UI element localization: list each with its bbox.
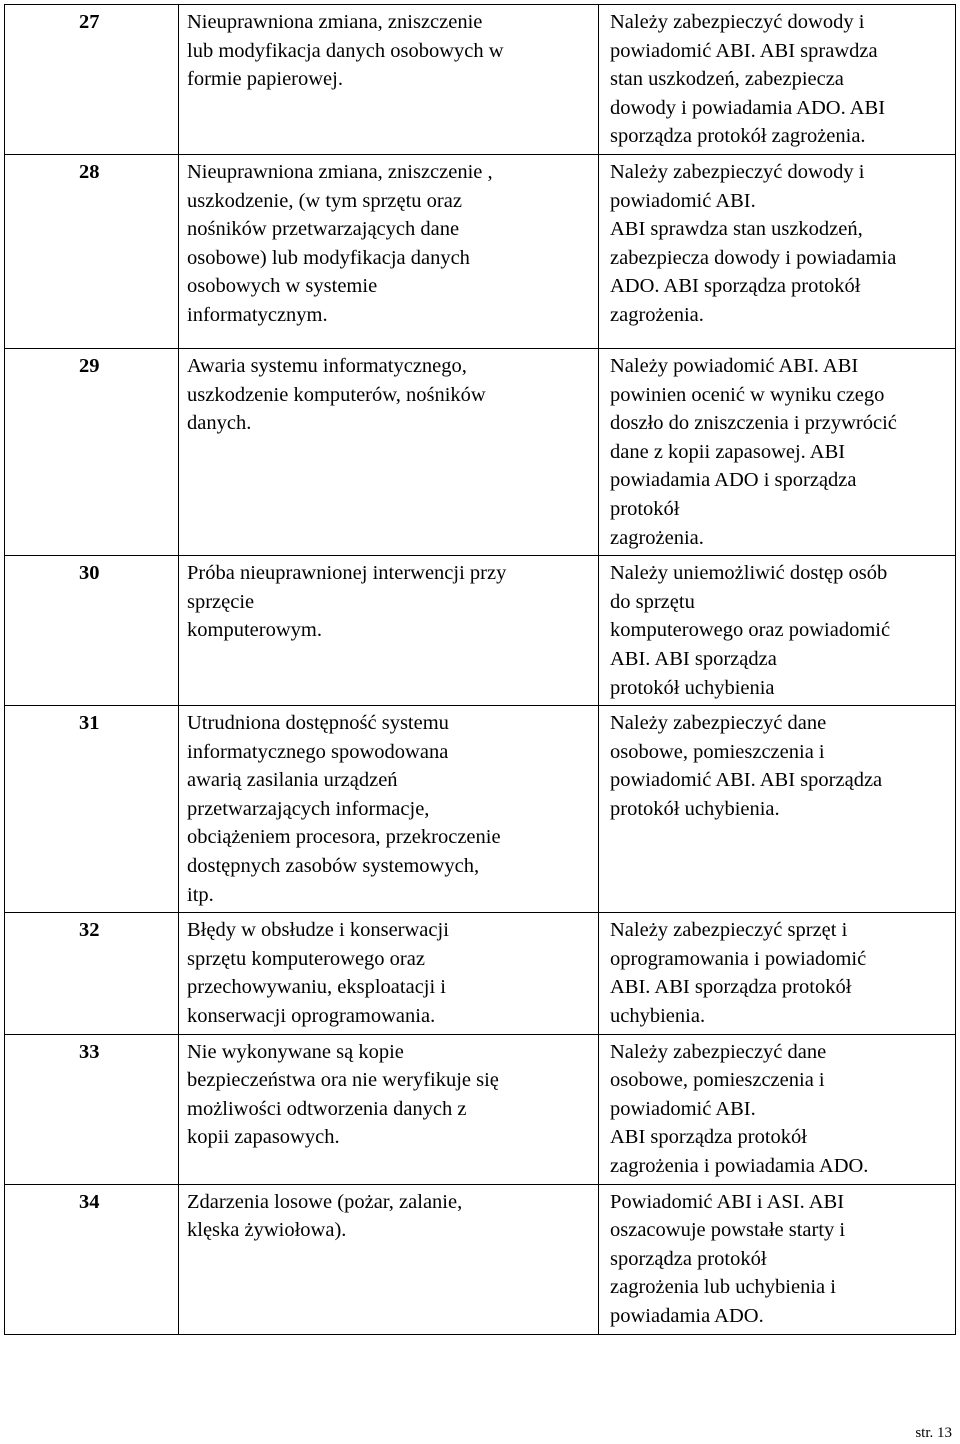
text-line: dane z kopii zapasowej. ABI [610,440,846,463]
incident-action [599,1034,956,1184]
text-line: protokół [610,497,680,520]
text-line: Nie wykonywane są kopie [187,1040,404,1063]
text-line: Błędy w obsłudze i konserwacji [187,919,449,942]
text-line: przechowywaniu, eksploatacji i [187,976,447,999]
incident-description [179,5,599,155]
text-line: ABI. ABI sporządza [610,647,777,670]
incident-action [599,556,956,706]
text-line: informatycznego spowodowana [187,740,449,763]
text-line: Należy zabezpieczyć dane [610,712,827,735]
text-line: przetwarzających informacje, [187,797,430,820]
incident-action [599,1184,956,1334]
text-line: informatycznym. [187,303,328,326]
text-line: formie papierowej. [187,68,343,91]
text-line: Należy zabezpieczyć dowody i [610,160,865,183]
text-line: dowody i powiadamia ADO. ABI [610,96,886,119]
text-line: Powiadomić ABI i ASI. ABI [610,1190,845,1213]
table-row [5,1034,956,1184]
text-line: powiadomić ABI. [610,189,756,212]
incident-description [179,706,599,913]
text-line: Zdarzenia losowe (pożar, zalanie, [187,1190,463,1213]
text-line: awarią zasilania urządzeń [187,769,398,792]
text-line: Należy powiadomić ABI. ABI [610,354,859,377]
text-line: sporządza protokół zagrożenia. [610,125,866,148]
incident-description [179,348,599,555]
table-row [5,1184,956,1334]
incident-description [179,556,599,706]
text-line: zagrożenia. [610,303,704,326]
text-line: protokół uchybienia [610,676,775,699]
text-line: nośników przetwarzających dane [187,218,460,241]
row-number: 27 [5,5,179,155]
text-line: zabezpiecza dowody i powiadamia [610,246,897,269]
text-line: zagrożenia i powiadamia ADO. [610,1155,869,1177]
incident-description [179,1034,599,1184]
text-line: Nieuprawniona zmiana, zniszczenie , [187,160,493,183]
text-line: uszkodzenie, (w tym sprzętu oraz [187,189,462,212]
text-line: Utrudniona dostępność systemu [187,712,449,735]
page-number: str. 13 [915,1425,952,1441]
text-line: osobowe, pomieszczenia i [610,740,825,763]
text-line: zagrożenia lub uchybienia i [610,1276,836,1299]
text-line: Awaria systemu informatycznego, [187,354,467,377]
text-line: danych. [187,412,252,435]
text-line: powiadomić ABI. ABI sprawdza [610,39,878,62]
text-line: osobowe) lub modyfikacja danych [187,246,470,269]
text-line: ABI sprawdza stan uszkodzeń, [610,218,863,241]
row-number: 28 [5,154,179,348]
incident-description [179,1184,599,1334]
text-line: oszacowuje powstałe starty i [610,1219,846,1242]
table-row [5,154,956,348]
text-line: stan uszkodzeń, zabezpiecza [610,68,844,91]
text-line: sprzętu komputerowego oraz [187,947,425,970]
incident-action [599,5,956,155]
text-line: sprzęcie [187,590,255,613]
table-row [5,556,956,706]
row-number: 34 [5,1184,179,1334]
text-line: powinien ocenić w wyniku czego [610,383,885,406]
text-line: powiadamia ADO. [610,1304,764,1327]
text-line: Należy zabezpieczyć sprzęt i [610,919,848,942]
text-line: lub modyfikacja danych osobowych w [187,39,504,62]
text-line: powiadamia ADO i sporządza [610,469,857,492]
text-line: sporządza protokół [610,1247,767,1270]
text-line: obciążeniem procesora, przekroczenie [187,826,501,849]
text-line: konserwacji oprogramowania. [187,1005,436,1028]
text-line: komputerowym. [187,619,322,642]
text-line: komputerowego oraz powiadomić [610,619,891,642]
table-row [5,706,956,913]
incident-description [179,913,599,1034]
text-line: uchybienia. [610,1005,706,1028]
text-line: klęska żywiołowa). [187,1219,347,1242]
text-line: powiadomić ABI. [610,1097,756,1120]
text-line: osobowych w systemie [187,275,378,298]
incident-action [599,154,956,348]
text-line: Próba nieuprawnionej interwencji przy [187,562,507,585]
text-line: zagrożenia. [610,526,704,549]
text-line: Nieuprawniona zmiana, zniszczenie [187,11,483,33]
table-row [5,913,956,1034]
text-line: osobowe, pomieszczenia i [610,1069,825,1092]
text-line: oprogramowania i powiadomić [610,947,867,970]
incident-description [179,154,599,348]
incident-action [599,348,956,555]
incident-action [599,706,956,913]
text-line: ABI sporządza protokół [610,1126,807,1149]
text-line: Należy uniemożliwić dostęp osób [610,562,888,585]
text-line: doszło do zniszczenia i przywrócić [610,412,897,435]
text-line: dostępnych zasobów systemowych, [187,855,480,878]
text-line: ADO. ABI sporządza protokół [610,275,861,298]
row-number: 32 [5,913,179,1034]
text-line: możliwości odtworzenia danych z [187,1097,467,1120]
table-row [5,348,956,555]
row-number: 33 [5,1034,179,1184]
text-line: kopii zapasowych. [187,1126,340,1149]
text-line: powiadomić ABI. ABI sporządza [610,769,883,792]
text-line: ABI. ABI sporządza protokół [610,976,852,999]
row-number: 31 [5,706,179,913]
text-line: do sprzętu [610,590,695,613]
text-line: itp. [187,883,214,906]
row-number: 29 [5,348,179,555]
table-row [5,5,956,155]
incident-table [4,4,956,1335]
text-line: uszkodzenie komputerów, nośników [187,383,486,406]
incident-action [599,913,956,1034]
text-line: bezpieczeństwa ora nie weryfikuje się [187,1069,499,1092]
row-number: 30 [5,556,179,706]
text-line: protokół uchybienia. [610,797,780,820]
text-line: Należy zabezpieczyć dane [610,1040,827,1063]
text-line: Należy zabezpieczyć dowody i [610,11,865,33]
